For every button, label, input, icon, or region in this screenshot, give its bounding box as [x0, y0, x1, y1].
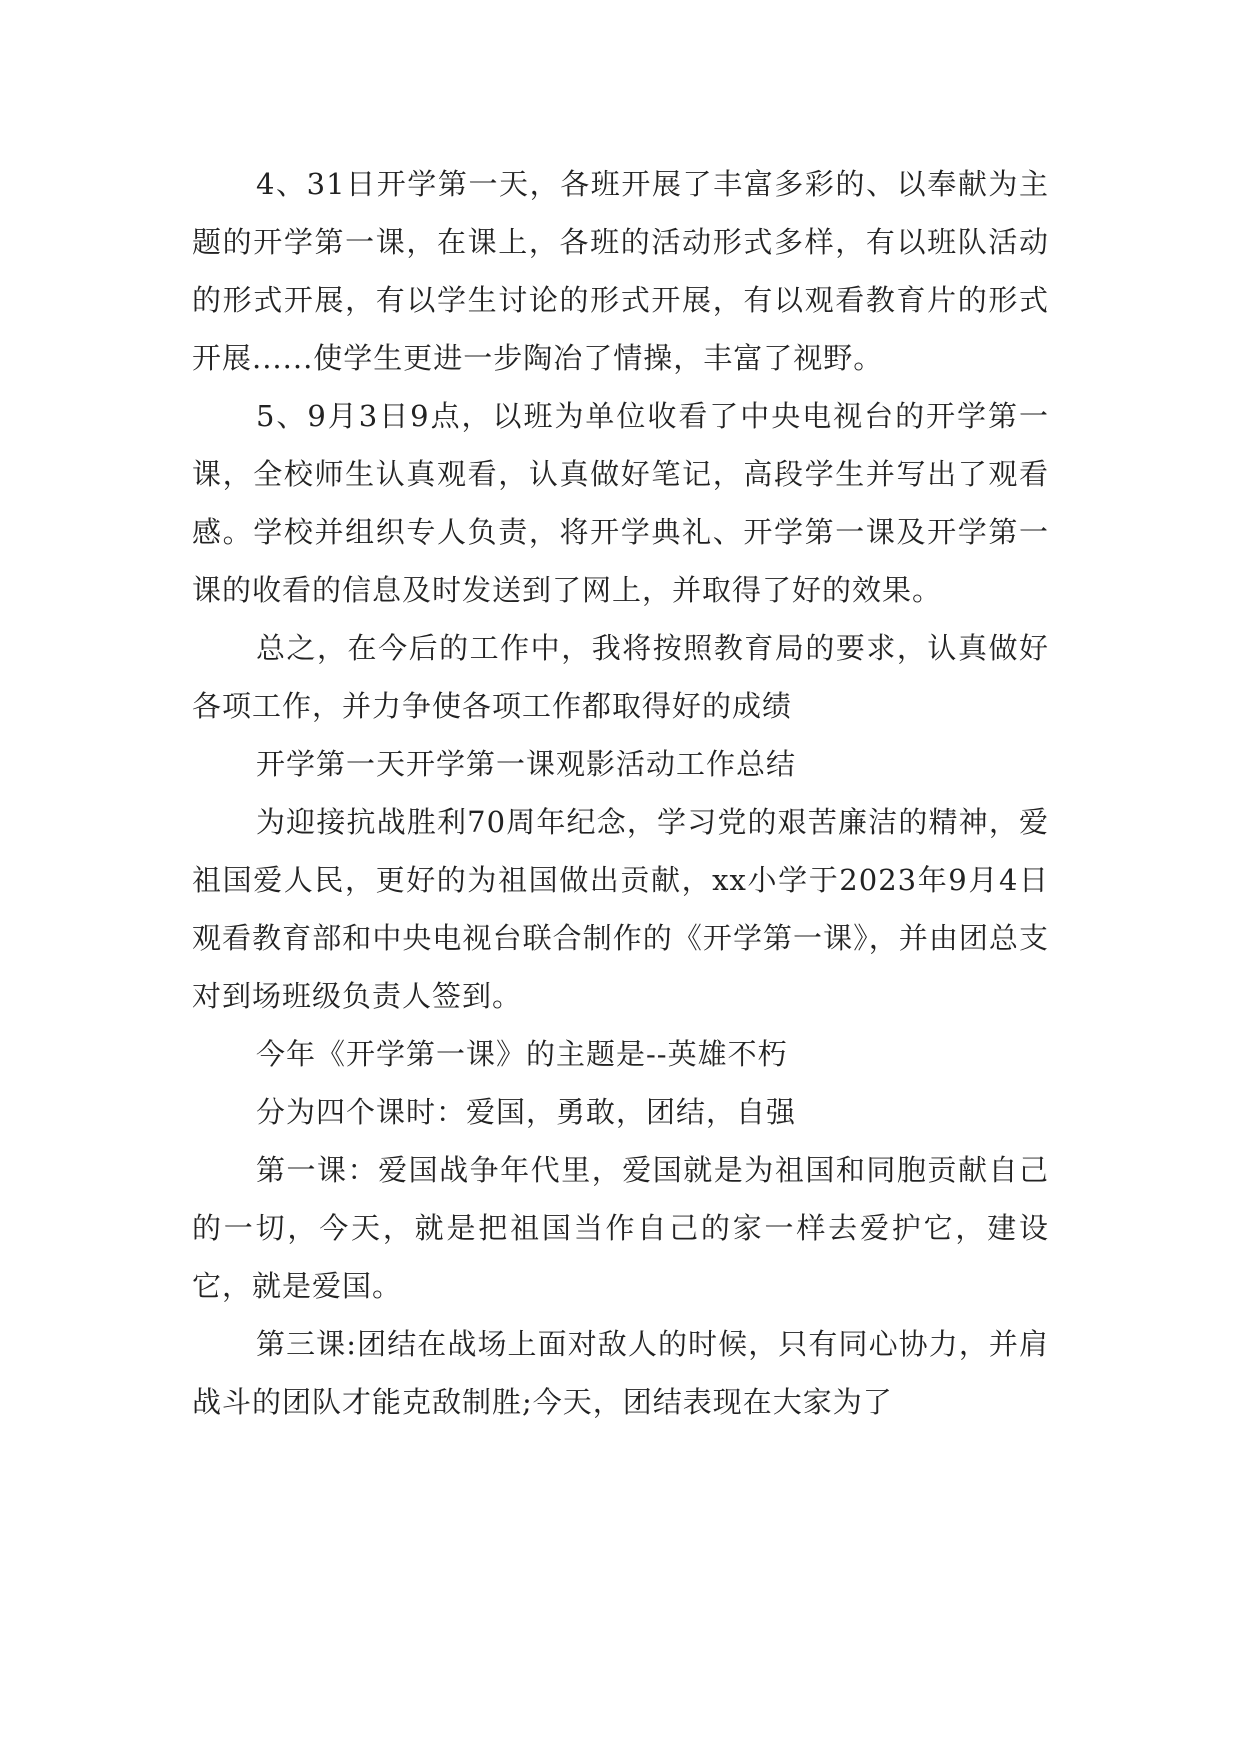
paragraph-theme: 今年《开学第一课》的主题是--英雄不朽	[256, 1037, 788, 1071]
paragraph-lesson-one: 第一课：爱国战争年代里，爱国就是为祖国和同胞贡献自己的一切，今天，就是把祖国当作自己的家一样去爱护它，建设它，就是爱国。	[192, 1153, 1049, 1303]
paragraph-intro: 为迎接抗战胜利70周年纪念，学习党的艰苦廉洁的精神，爱祖国爱人民，更好的为祖国做出贡献，xx小学于2023年9月4日观看教育部和中央电视台联合制作的《开学第一课》，并由团总支对到场班级负责人签到。	[192, 805, 1049, 1013]
paragraph-item-5: 5、9月3日9点，以班为单位收看了中央电视台的开学第一课，全校师生认真观看，认真做好笔记，高段学生并写出了观看感。学校并组织专人负责，将开学典礼、开学第一课及开学第一课的收看的信息及时发送到了网上，并取得了好的效果。	[192, 399, 1049, 607]
document-body	[192, 155, 1049, 1431]
paragraph-lesson-three: 第三课:团结在战场上面对敌人的时候，只有同心协力，并肩战斗的团队才能克敌制胜;今天，团结表现在大家为了	[192, 1327, 1049, 1419]
paragraph-item-4: 4、31日开学第一天，各班开展了丰富多彩的、以奉献为主题的开学第一课，在课上，各班的活动形式多样，有以班队活动的形式开展，有以学生讨论的形式开展，有以观看教育片的形式开展......使学生更进一步陶冶了情操，丰富了视野。	[192, 167, 1049, 375]
paragraph-lessons: 分为四个课时：爱国，勇敢，团结，自强	[256, 1095, 797, 1129]
paragraph-conclusion: 总之，在今后的工作中，我将按照教育局的要求，认真做好各项工作，并力争使各项工作都取得好的成绩	[192, 631, 1049, 723]
section-title: 开学第一天开学第一课观影活动工作总结	[256, 747, 797, 781]
